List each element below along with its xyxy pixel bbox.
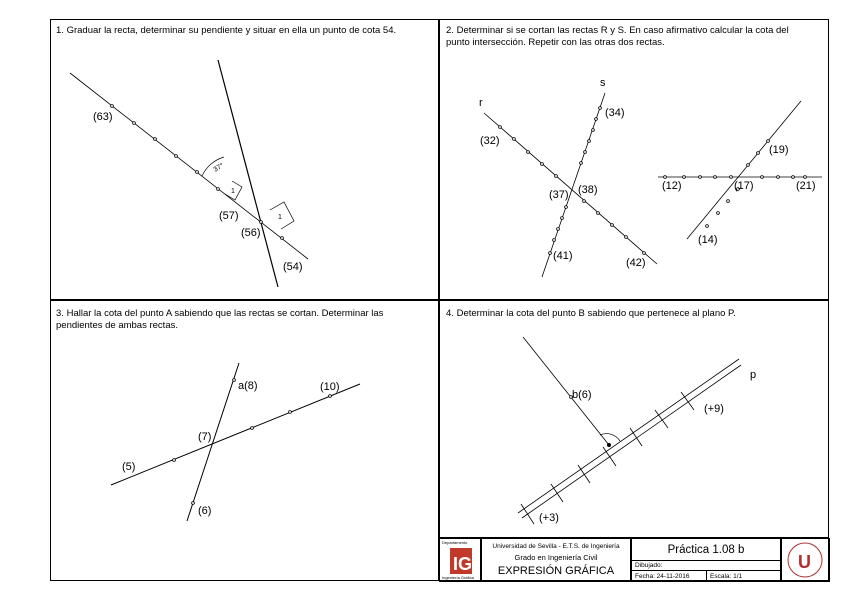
- label-r: r: [479, 97, 483, 109]
- label-41: (41): [553, 250, 573, 262]
- label-plus3: (+3): [539, 512, 559, 524]
- label-34: (34): [605, 107, 625, 119]
- label-19: (19): [769, 144, 789, 156]
- panel-1-diagram: [70, 60, 308, 287]
- label-56: (56): [241, 227, 261, 239]
- panel-4-text: Determinar la cota del punto B sabiendo que pertenece al plano P.: [456, 308, 736, 319]
- graduated-line: [70, 73, 308, 259]
- label-7: (7): [198, 431, 212, 443]
- panel-3-labels: [122, 380, 340, 517]
- label-32: (32): [480, 135, 500, 147]
- panel-2-diagram: [484, 93, 822, 277]
- line-b: [523, 337, 609, 445]
- logo-top-text: Departamento: [442, 540, 468, 545]
- plane-line-2: [522, 365, 741, 518]
- drawn-label: Dibujado:: [635, 562, 663, 569]
- label-10: (10): [320, 381, 340, 393]
- svg-text:IG: IG: [453, 554, 473, 574]
- svg-text:U: U: [798, 552, 811, 572]
- label-37: (37): [549, 189, 569, 201]
- label-12: (12): [662, 180, 682, 192]
- line-right-a: [687, 101, 801, 239]
- line-r: [484, 113, 657, 264]
- panel-2-number: 2.: [446, 25, 454, 36]
- panel-3-number: 3.: [56, 308, 64, 319]
- right-angle-dot: [608, 444, 611, 447]
- label-5: (5): [122, 461, 136, 473]
- label-one-b: 1: [278, 214, 282, 221]
- practice-title: Práctica 1.08 b: [667, 544, 745, 556]
- panel-1-number: 1.: [56, 25, 64, 36]
- panel-2-text: Determinar si se cortan las rectas R y S. En caso afirmativo calcular la cota del punto intersección. Repetir con las otras dos rectas.: [446, 25, 789, 48]
- practice-cell: [631, 538, 781, 561]
- line-steep: [187, 363, 239, 521]
- university-name: Universidad de Sevilla - E.T.S. de Ingeniería: [492, 543, 620, 550]
- label-plus9: (+9): [704, 403, 724, 415]
- subject-name: EXPRESIÓN GRÁFICA: [497, 565, 615, 577]
- label-54: (54): [283, 261, 303, 273]
- label-a8: a(8): [238, 380, 258, 392]
- department-logo: [439, 538, 481, 582]
- label-57: (57): [219, 210, 239, 222]
- panel-3-text: Hallar la cota del punto A sabiendo que las rectas se cortan. Determinar las pendientes de ambas rectas.: [56, 308, 384, 331]
- label-one-a: 1: [231, 188, 235, 195]
- panel-4-diagram: [518, 337, 741, 524]
- label-angle: 37°: [212, 162, 226, 174]
- label-6: (6): [198, 505, 212, 517]
- label-p: p: [750, 369, 757, 381]
- label-38: (38): [578, 184, 598, 196]
- date-cell: [631, 570, 707, 582]
- label-14: (14): [698, 234, 718, 246]
- scale-label: Escala: 1/1: [710, 573, 743, 580]
- date-label: Fecha: 24-11-2016: [635, 573, 690, 580]
- label-42: (42): [626, 257, 646, 269]
- label-17: (17): [734, 180, 754, 192]
- panel-3-ticks: [173, 379, 332, 505]
- dimension-mark-2: [270, 202, 294, 229]
- label-21: (21): [796, 180, 816, 192]
- panel-4-labels: [539, 369, 756, 524]
- line-long: [111, 384, 360, 485]
- panel-1-text: Graduar la recta, determinar su pendiente y situar en ella un punto de cota 54.: [66, 25, 397, 36]
- label-63: (63): [93, 111, 113, 123]
- panel-4-number: 4.: [446, 308, 454, 319]
- logo-bottom-text: Ingeniería Gráfica: [442, 575, 474, 580]
- label-s: s: [600, 77, 606, 89]
- label-b6: b(6): [572, 389, 592, 401]
- degree-name: Grado en Ingeniería Civil: [514, 553, 598, 562]
- institution-cell: [481, 538, 631, 582]
- scale-cell: [706, 570, 781, 582]
- university-seal: [781, 538, 830, 582]
- steep-line: [218, 60, 278, 287]
- title-block: [438, 537, 829, 581]
- panel-1-labels: [93, 111, 303, 273]
- plane-line-1: [518, 359, 739, 513]
- panel-2-labels: [479, 77, 816, 269]
- university-seal-mark: [782, 539, 829, 581]
